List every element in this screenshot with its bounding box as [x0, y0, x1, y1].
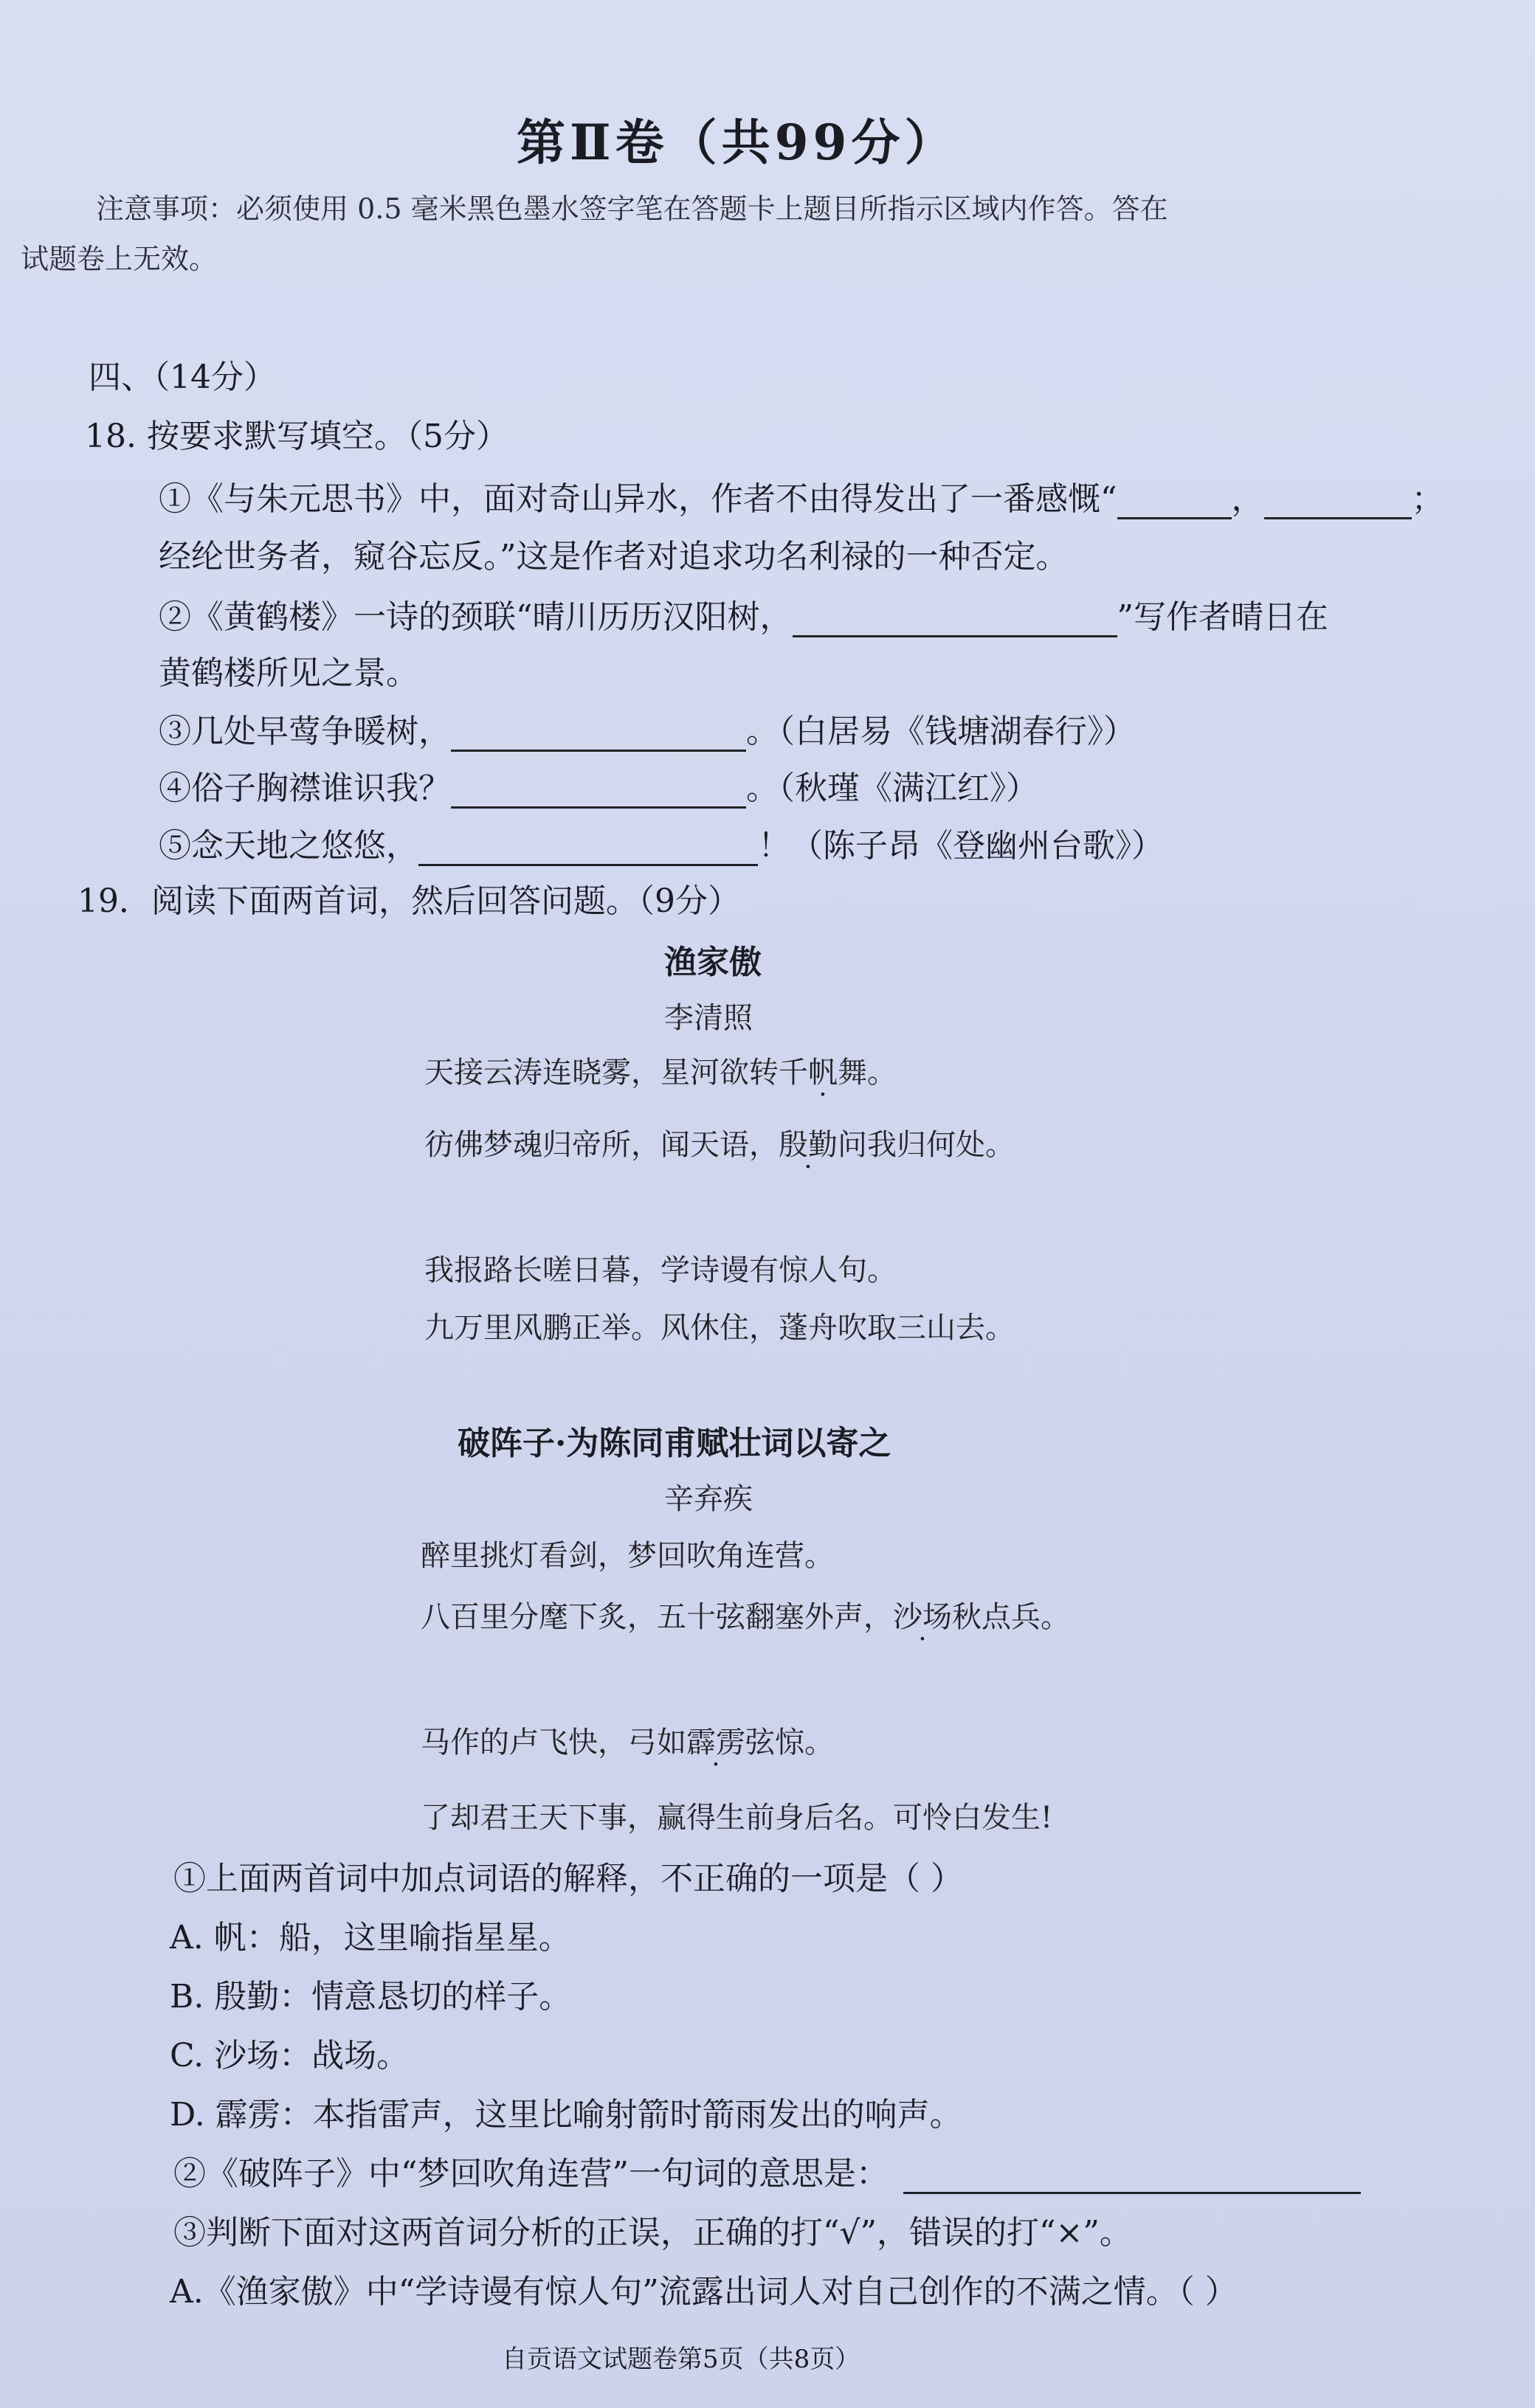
q18-item-1-cont: 经纶世务者，窥谷忘反。”这是作者对追求功名利禄的一种否定。 [159, 538, 1069, 575]
q18-item-4 [159, 761, 1038, 809]
section-heading: 四、（14分） [89, 359, 276, 396]
q19-sub-1: ①上面两首词中加点词语的解释，不正确的一项是（ ） [173, 1860, 963, 1897]
q18-item-2-tail: ”写作者晴日在 [1117, 598, 1328, 636]
poem1-line-2-a: 彷佛梦魂归帝所，闻天语， [424, 1128, 779, 1162]
q18-item-3-text: ③几处早莺争暖树， [159, 713, 451, 750]
poem2-title: 破阵子·为陈同甫赋壮词以寄之 [458, 1425, 891, 1462]
notice-line-2: 试题卷上无效。 [21, 243, 218, 275]
q18-comma: ， [1231, 480, 1264, 518]
q18-blank-4[interactable] [451, 775, 746, 809]
poem1-line-1-a: 天接云涛连晓雾，星河欲转千 [424, 1056, 808, 1090]
q19-option-b: B. 殷勤：情意恳切的样子。 [170, 1978, 572, 2016]
q18-blank-1b[interactable] [1264, 486, 1412, 519]
page-footer: 自贡语文试题卷第5页（共8页） [502, 2345, 860, 2374]
poem2-line-4: 了却君王天下事，赢得生前身后名。可怜白发生! [421, 1801, 1053, 1835]
q18-blank-3[interactable] [451, 719, 746, 752]
poem1-line-3: 我报路长嗟日暮，学诗谩有惊人句。 [424, 1253, 897, 1287]
q19-sub-2-blank[interactable] [903, 2161, 1361, 2194]
q18-item-3-source: 。（白居易《钱塘湖春行》） [746, 713, 1136, 750]
q18-blank-1a[interactable] [1117, 486, 1232, 519]
q18-item-2-text: ②《黄鹤楼》一诗的颈联“晴川历历汉阳树， [159, 598, 793, 636]
q18-item-3 [159, 705, 1136, 752]
q18-item-4-source: 。（秋瑾《满江红》） [746, 769, 1038, 807]
q18-blank-5[interactable] [418, 833, 758, 866]
poem2-line-1: 醉里挑灯看剑，梦回吹角连营。 [421, 1539, 834, 1573]
poem2-line-2-b: 秋点兵。 [952, 1600, 1070, 1634]
poem2-line-3-a: 马作的卢飞快，弓如 [421, 1726, 686, 1760]
q19-sub-3: ③判断下面对这两首词分析的正误，正确的打“√”，错误的打“×”。 [173, 2214, 1132, 2252]
poem1-line-1-b: 舞。 [838, 1056, 897, 1090]
dotted-word-pili: 霹雳 [686, 1726, 745, 1760]
poem1-line-4: 九万里风鹏正举。风休住，蓬舟吹取三山去。 [424, 1311, 1015, 1345]
poem2-line-2 [421, 1594, 1070, 1636]
poem1-line-2-b: 问我归何处。 [838, 1128, 1015, 1162]
poem2-line-3 [421, 1719, 834, 1761]
q18-item-1 [159, 472, 1444, 519]
poem1-line-2 [424, 1121, 1015, 1163]
dotted-word-yinqin: 殷勤 [779, 1128, 838, 1162]
notice-line-1: 注意事项：必须使用 0.5 毫米黑色墨水签字笔在答题卡上题目所指示区域内作答。答在 [96, 193, 1168, 225]
q19-option-a: A. 帆：船，这里喻指星星。 [170, 1919, 571, 1957]
q18-semicolon: ； [1411, 480, 1444, 518]
q18-item-5 [159, 819, 1164, 866]
poem2-author: 辛弃疾 [664, 1482, 753, 1516]
q19-sub-3-a: A.《渔家傲》中“学诗谩有惊人句”流露出词人对自己创作的不满之情。（ ） [170, 2273, 1238, 2311]
q18-item-2-cont: 黄鹤楼所见之景。 [159, 654, 418, 692]
q18-item-2 [159, 590, 1328, 637]
q18-item-4-text: ④俗子胸襟谁识我？ [159, 769, 451, 807]
poem2-line-3-b: 弦惊。 [745, 1726, 834, 1760]
dotted-word-fan: 帆 [808, 1056, 838, 1090]
poem1-author: 李清照 [664, 1001, 753, 1035]
q18-item-5-text: ⑤念天地之悠悠， [159, 827, 418, 865]
q18-item-1-text: ①《与朱元思书》中，面对奇山异水，作者不由得发出了一番感慨“ [159, 480, 1117, 518]
q18-blank-2[interactable] [793, 604, 1117, 637]
q19-stem: 19．阅读下面两首词，然后回答问题。（9分） [77, 882, 740, 920]
q19-sub-2-text: ②《破阵子》中“梦回吹角连营”一句词的意思是： [173, 2155, 889, 2193]
q19-option-c: C. 沙场：战场。 [170, 2037, 410, 2075]
poem1-title: 渔家傲 [664, 944, 762, 981]
q19-option-d: D. 霹雳：本指雷声，这里比喻射箭时箭雨发出的响声。 [170, 2096, 962, 2134]
q19-sub-2 [173, 2147, 1361, 2194]
poem1-line-1 [424, 1049, 897, 1091]
dotted-word-shachang: 沙场 [893, 1600, 952, 1634]
page-title: 第Ⅱ卷（共99分） [517, 114, 958, 171]
q18-stem: 18. 按要求默写填空。（5分） [85, 418, 508, 455]
q18-item-5-source: ！（陈子昂《登幽州台歌》） [758, 827, 1164, 865]
poem2-line-2-a: 八百里分麾下炙，五十弦翻塞外声， [421, 1600, 893, 1634]
